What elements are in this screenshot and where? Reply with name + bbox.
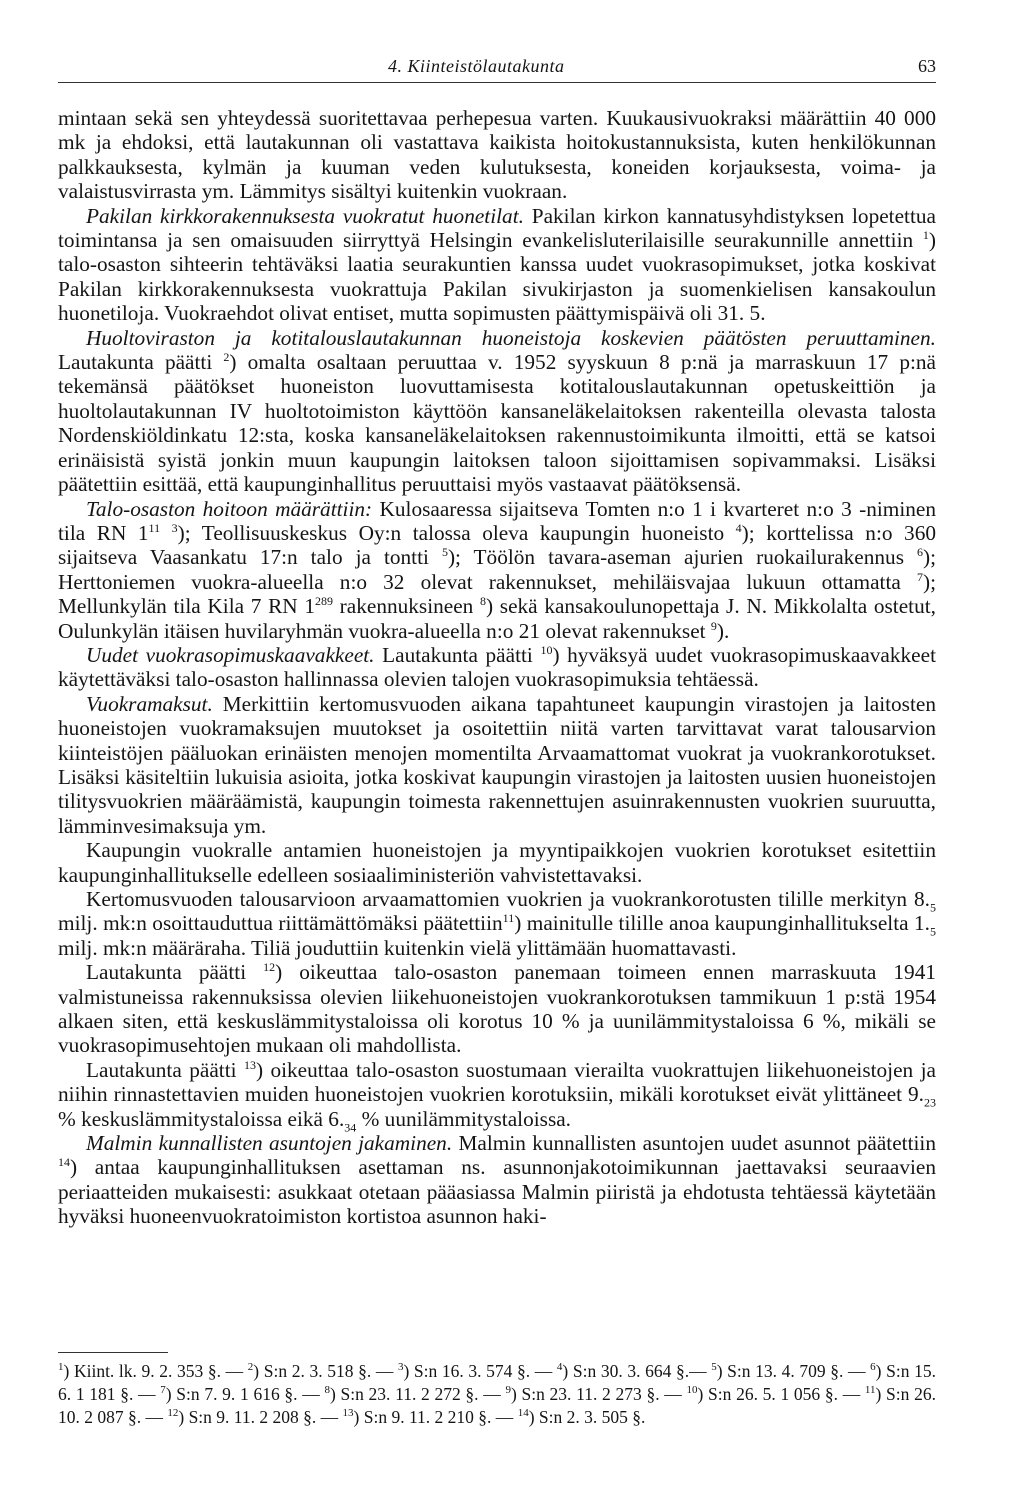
section-heading: Talo-osaston hoitoon määrättiin: [86, 496, 373, 521]
paragraph [58, 1131, 936, 1229]
footnote-number: 11 [864, 1384, 876, 1397]
footnote-number: 7 [160, 1384, 166, 1397]
text-run: Lautakunta päätti [58, 350, 224, 375]
footnote-text: ) S:n 2. 3. 505 §. [528, 1407, 646, 1427]
text-run: Lautakunta päätti [86, 960, 264, 985]
footnote-text: ) S:n 26. 10. 2 087 §. — [58, 1384, 936, 1427]
text-run: milj. mk:n osoittauduttua riittämättömäksi päätettiin [58, 911, 503, 936]
footnote-ref: 3 [171, 520, 178, 535]
decimal-digits: 5 [930, 900, 936, 915]
footnote-ref: 13 [243, 1057, 256, 1072]
text-run: ) hyväksyä uudet vuokrasopimuskaavakkeet käytettäväksi talo-osaston hallinnassa olevien talojen vuokrasopimuksia tehtäessä. [58, 642, 937, 692]
footnote-number: 9 [505, 1384, 511, 1397]
footnote-ref: 7 [916, 569, 923, 584]
paragraph [58, 643, 936, 692]
decimal-digits: 5 [930, 924, 936, 939]
text-run: Pakilan kirkon kannatusyhdistyksen lopetettua toimintansa ja sen omaisuuden siirryttyä Helsingin evankelisluterilaisille seurakunnille annettiin [58, 203, 936, 253]
text-run: rakennuksineen [333, 594, 481, 619]
text-run: Lautakunta päätti [86, 1057, 244, 1082]
text-run: Kulosaaressa sijaitseva Tomten n:o 1 i kvarteret n:o 3 -niminen tila RN 1 [58, 496, 936, 545]
paragraph [58, 960, 936, 1058]
footnote-number: 3 [397, 1361, 404, 1374]
footnote-text: ) S:n 9. 11. 2 208 §. — [178, 1407, 343, 1427]
footnote-ref: 6 [917, 545, 923, 560]
paragraph [58, 106, 936, 204]
text-run: ) mainitulle tilille anoa kaupunginhallitukselta 1. [514, 911, 930, 936]
text-run: ); Töölön tavara-aseman ajurien ruokailurakennus [447, 545, 917, 570]
footnote-number: 14 [517, 1407, 529, 1420]
page-header [58, 56, 936, 83]
footnote-ref: 10 [540, 642, 553, 657]
footnote-text: ) S:n 13. 4. 709 §. — [716, 1361, 871, 1381]
footnote-text: ) S:n 16. 3. 574 §. — [403, 1361, 557, 1381]
footnote-number: 1 [58, 1361, 64, 1374]
footnote-ref: 11 [148, 520, 161, 535]
text-run: % uunilämmitystaloissa. [356, 1106, 572, 1131]
text-run: ) oikeuttaa talo-osaston suostumaan vierailta vuokrattujen liikehuoneistojen ja niihin rinnastettavien muiden huoneistojen vuokrien korotuksiin, mikäli korotukset eivät ylittäneet 9. [58, 1057, 936, 1107]
footnote-list [58, 1360, 936, 1429]
text-run: Malmin kunnallisten asuntojen uudet asunnot päätettiin [452, 1131, 936, 1156]
text-run [160, 521, 172, 545]
footnote-ref: 9 [710, 618, 717, 633]
text-run: ) sekä kansakoulunopettaja J. N. Mikkolalta ostetut, Oulunkylän itäisen huvilaryhmän vuokra-alueella n:o 21 olevat rakennukset [58, 594, 936, 643]
footnote-ref: 14 [58, 1155, 70, 1170]
text-run: ) talo-osaston sihteerin tehtäväksi laatia seurakuntien kanssa uudet vuokrasopimukset, jotka koskivat Pakilan kirkkorakennuksesta vuokrattuja Pakilan sivukirjaston ja suomenkielisen kansakoulun huonetiloja. Vuokraehdot olivat entiset, mutta sopimusten päättymispäivä oli 31. 5. [58, 228, 936, 326]
paragraph [58, 497, 936, 643]
footnote-number: 13 [342, 1407, 354, 1420]
text-run: ) omalta osaltaan peruuttaa v. 1952 syyskuun 8 p:nä ja marraskuun 17 p:nä tekemänsä päätökset huoneiston luovuttamisesta kotitalouslautakunnan opetuskeittiön ja huoltolautakunnan IV huoltotoimiston käyttöön kansaneläkelaitoksen rakenteilla olevasta talosta Nordenskiöldinkatu 12:sta, koska kansaneläkelaitoksen rakennustoimikunta ilmoitti, että se katsoi erinäisistä syistä jonkin muun kaupungin laitoksen taloon sijoittamisen sopivammaksi. Lisäksi päätettiin esittää, että kaupunginhallitus peruuttaisi myös vastaavat päätöksensä. [58, 350, 936, 497]
text-run: ); Herttoniemen vuokra-alueella n:o 32 olevat rakennukset, mehiläisvajaa lukuun ottamatta [58, 545, 937, 594]
footnote-text: ) S:n 30. 3. 664 §.— [562, 1361, 712, 1381]
footnote-number: 2 [247, 1361, 254, 1374]
footnote-number: 10 [686, 1384, 698, 1397]
decimal-digits: 34 [344, 1119, 357, 1134]
footnote-ref: 289 [315, 594, 333, 609]
footnote-text: ) S:n 2. 3. 518 §. — [253, 1361, 398, 1381]
text-run: Kertomusvuoden talousarvioon arvaamattomien vuokrien ja vuokrankorotusten tilille merkityn 8. [86, 887, 930, 911]
running-title: 4. Kiinteistölautakunta [388, 56, 565, 76]
paragraph [58, 326, 936, 497]
body-text [58, 106, 936, 1229]
text-run: mintaan sekä sen yhteydessä suoritettavaa perhepesua varten. Kuukausivuokraksi määrättiin 40 000 mk ja ehdoksi, että lautakunnan oli vastattava kaikista hoitokustannuksista, kuten henkilökunnan palkkauksesta, kylmän ja kuuman veden kulutuksesta, koneiden korjauksesta, voima- ja valaistusvirrasta ym. Lämmitys sisältyi kuitenkin vuokraan. [58, 106, 936, 204]
text-run: Kaupungin vuokralle antamien huoneistojen ja myyntipaikkojen vuokrien korotukset esitettiin kaupunginhallitukselle edelleen sosiaaliministeriön vahvistettavaksi. [58, 838, 936, 887]
footnote-ref: 4 [735, 520, 742, 535]
footnote-ref: 8 [480, 594, 487, 609]
footnote-ref: 2 [223, 349, 230, 364]
footnote-ref: 1 [922, 227, 929, 242]
section-heading: Uudet vuokrasopimuskaavakkeet. [86, 642, 375, 667]
footnote-text: ) S:n 23. 11. 2 272 §. — [329, 1384, 506, 1404]
footnote-text: ) S:n 26. 5. 1 056 §. — [697, 1384, 865, 1404]
section-heading: Pakilan kirkkorakennuksesta vuokratut huonetilat. [86, 203, 524, 228]
footnote-number: 12 [167, 1407, 179, 1420]
page-number: 63 [918, 56, 936, 76]
footnote-number: 8 [324, 1384, 330, 1397]
footnote-text: ) S:n 9. 11. 2 210 §. — [353, 1407, 518, 1427]
paragraph [58, 838, 936, 887]
footnote-text: ) Kiint. lk. 9. 2. 353 §. — [63, 1361, 248, 1381]
footnote-text: ) S:n 15. 6. 1 181 §. — [58, 1361, 936, 1404]
footnote-ref: 11 [502, 911, 515, 926]
section-heading: Malmin kunnallisten asuntojen jakaminen. [86, 1131, 453, 1156]
paragraph [58, 887, 936, 960]
text-run: % keskuslämmitystaloissa eikä 6. [58, 1106, 345, 1131]
footnote-ref: 5 [441, 545, 448, 560]
paragraph [58, 692, 936, 838]
paragraph [58, 204, 936, 326]
text-run: ); Mellunkylän tila Kila 7 RN 1 [58, 569, 936, 619]
footnotes [58, 1360, 936, 1429]
decimal-digits: 23 [924, 1095, 936, 1110]
text-run: ); korttelissa n:o 360 sijaitseva Vaasankatu 17:n talo ja tontti [58, 520, 936, 570]
text-run: ) oikeuttaa talo-osaston panemaan toimeen ennen marraskuuta 1941 valmistuneissa rakennuksissa olevien liikehuoneistojen vuokrankorotuksen tammikuun 1 p:stä 1954 alkaen siten, että keskuslämmitystaloissa oli korotus 10 % ja uunilämmitystaloissa 6 %, mikäli se vuokrasopimusehtojen mukaan oli mahdollista. [58, 960, 936, 1058]
footnote-text: ) S:n 23. 11. 2 273 §. — [510, 1384, 687, 1404]
text-run: Merkittiin kertomusvuoden aikana tapahtuneet kaupungin virastojen ja laitosten huoneistojen vuokramaksujen muutokset ja osoitettiin niitä varten tarvittavat varat talousarvion kiinteistöjen pääluokan erinäisten menojen momentilta Arvaamattomat vuokrat ja vuokrankorotukset. Lisäksi käsiteltiin lukuisia asioita, jotka koskivat kaupungin virastojen ja laitosten uusien huoneistojen tilitysvuokrien määräämistä, kaupungin toimesta rakennettujen asuinrakennusten vuokrien suuruutta, lämminvesimaksuja ym. [58, 691, 936, 838]
text-run: milj. mk:n määräraha. Tiliä jouduttiin kuitenkin vielä ylittämään huomattavasti. [58, 935, 737, 960]
text-run: ). [716, 618, 730, 643]
footnote-text: ) S:n 7. 9. 1 616 §. — [165, 1384, 325, 1404]
section-heading: Vuokramaksut. [86, 691, 213, 716]
text-run: ); Teollisuuskeskus Oy:n talossa oleva kaupungin huoneisto [177, 520, 736, 545]
footnote-number: 4 [556, 1361, 563, 1374]
footnote-number: 6 [870, 1361, 876, 1374]
footnote-number: 5 [711, 1361, 717, 1374]
paragraph [58, 1057, 936, 1134]
footnote-divider [58, 1352, 168, 1353]
text-run: ) antaa kaupunginhallituksen asettaman ns. asunnonjakotoimikunnan jaettavaksi seuraavien periaatteiden mukaisesti: asukkaat otetaan pääasiassa Malmin piiristä ja ehdotusta tehtäessä käytetään hyväksi huoneenvuokratoimiston kortistoa asunnon haki- [58, 1155, 936, 1229]
section-heading: Huoltoviraston ja kotitalouslautakunnan huoneistoja koskevien päätösten peruuttaminen. [86, 325, 936, 350]
text-run: Lautakunta päätti [374, 642, 541, 667]
footnote-ref: 12 [263, 960, 276, 975]
